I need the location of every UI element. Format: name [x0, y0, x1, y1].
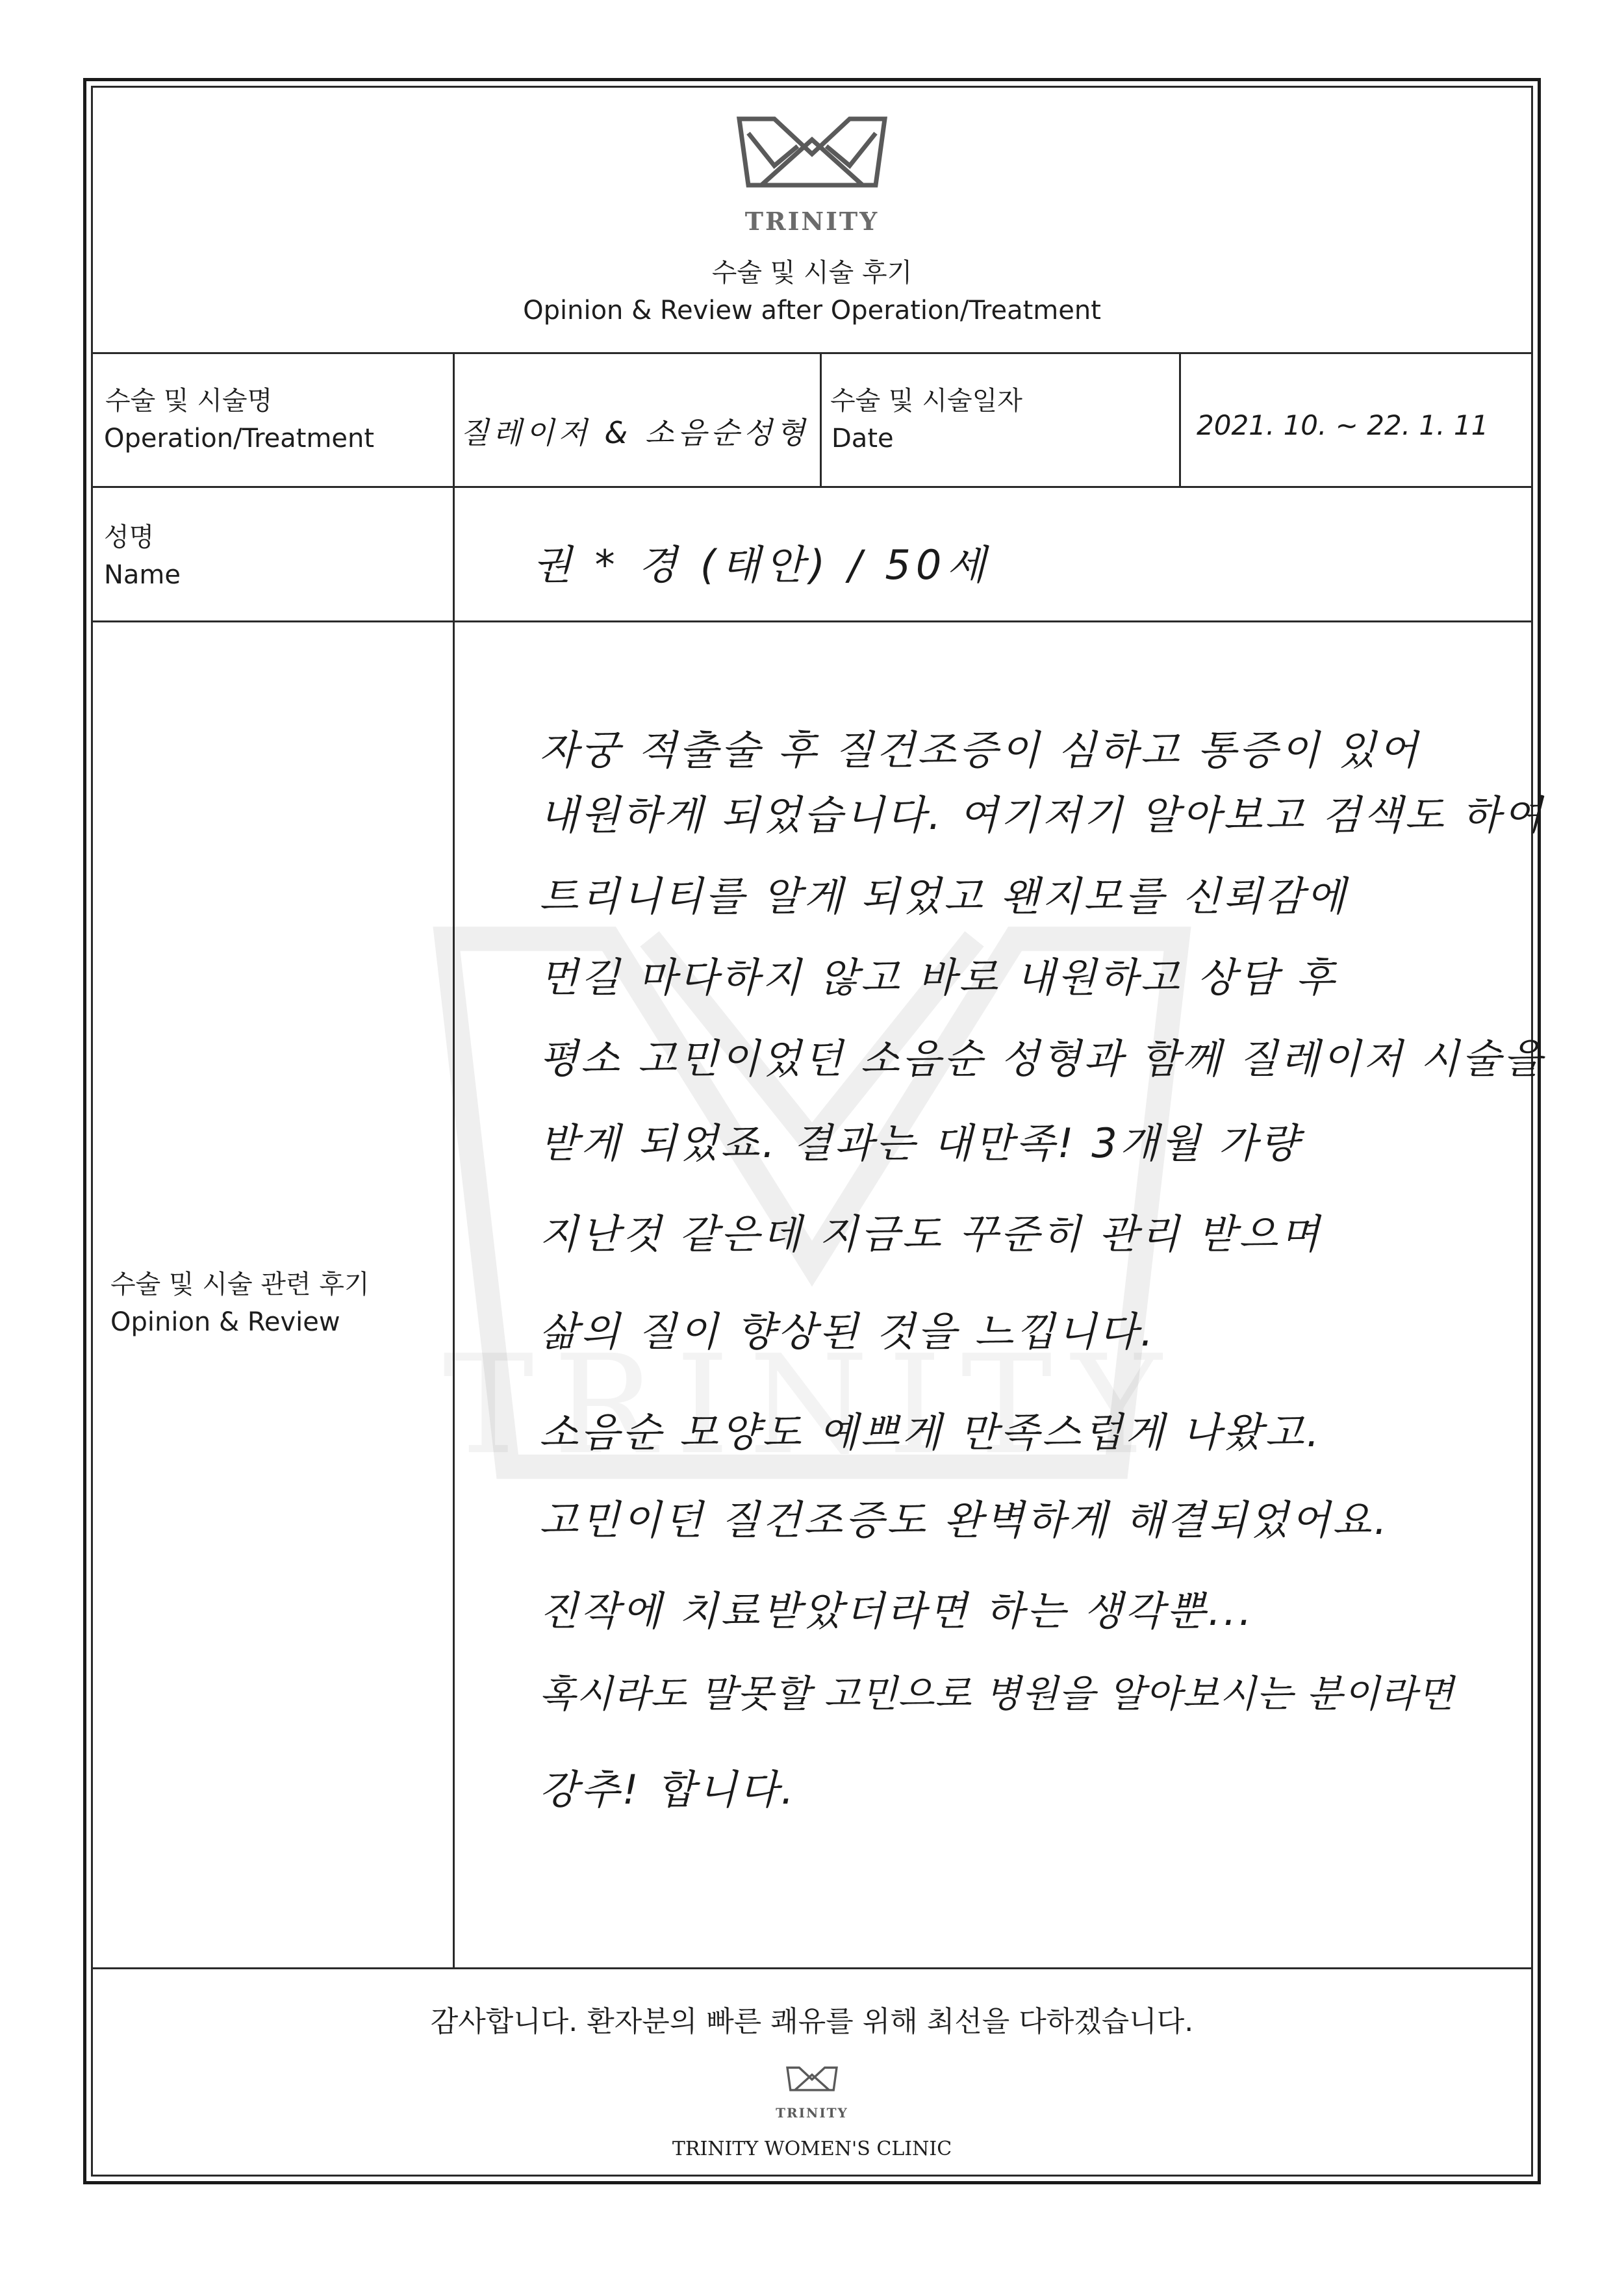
- review-line: 강추! 합니다.: [539, 1766, 796, 1813]
- review-line: 진작에 치료받았더라면 하는 생각뿐...: [539, 1587, 1254, 1635]
- footer-thank-you-message: 감사합니다. 환자분의 빠른 쾌유를 위해 최선을 다하겠습니다.: [430, 2005, 1194, 2038]
- column-divider-date-label: [820, 352, 822, 487]
- review-line: 혹시라도 말못할 고민으로 병원을 알아보시는 분이라면: [539, 1672, 1454, 1716]
- trinity-logo-text: TRINITY: [744, 207, 880, 236]
- footer-logo-text: TRINITY: [776, 2105, 848, 2121]
- row-divider-name: [91, 620, 1533, 622]
- date-label-english: Date: [831, 424, 894, 454]
- row-divider-header: [91, 352, 1533, 354]
- review-line: 먼길 마다하지 않고 바로 내원하고 상담 후: [539, 954, 1338, 1001]
- footer-clinic-name: TRINITY WOMEN'S CLINIC: [672, 2138, 952, 2160]
- trinity-crown-logo-icon: [735, 114, 889, 192]
- review-line: 받게 되었죠. 결과는 대만족! 3개월 가량: [539, 1119, 1301, 1167]
- operation-value-handwritten: 질레이저 & 소음순성형: [460, 415, 809, 450]
- review-line: 지난것 같은데 지금도 꾸준히 관리 받으며: [539, 1210, 1322, 1258]
- review-line: 고민이던 질건조증도 완벽하게 해결되었어요.: [539, 1496, 1389, 1544]
- review-label-english: Opinion & Review: [110, 1307, 340, 1337]
- form-title-korean: 수술 및 시술 후기: [711, 258, 913, 288]
- footer-crown-logo-icon: [786, 2060, 838, 2099]
- review-line: 삶의 질이 향상된 것을 느낍니다.: [539, 1308, 1156, 1355]
- name-label-english: Name: [104, 560, 181, 590]
- review-line: 평소 고민이었던 소음순 성형과 함께 질레이저 시술을: [539, 1035, 1545, 1082]
- row-divider-operation: [91, 486, 1533, 488]
- review-line: 내원하게 되었습니다. 여기저기 알아보고 검색도 하여: [539, 791, 1545, 839]
- date-value-handwritten: 2021. 10. ~ 22. 1. 11: [1197, 409, 1489, 441]
- column-divider-label: [453, 352, 455, 1967]
- column-divider-date-value: [1179, 352, 1181, 487]
- operation-label-korean: 수술 및 시술명: [105, 386, 273, 416]
- review-label-korean: 수술 및 시술 관련 후기: [110, 1270, 370, 1299]
- date-label-korean: 수술 및 시술일자: [830, 386, 1022, 416]
- review-line: 자궁 적출술 후 질건조증이 심하고 통증이 있어: [539, 726, 1421, 774]
- name-label-korean: 성명: [104, 522, 155, 552]
- form-title-english: Opinion & Review after Operation/Treatment: [523, 296, 1101, 326]
- operation-label-english: Operation/Treatment: [104, 424, 375, 454]
- row-divider-review: [91, 1967, 1533, 1969]
- name-value-handwritten: 권 * 경 (태안) / 50세: [533, 541, 991, 589]
- review-line: 소음순 모양도 예쁘게 만족스럽게 나왔고.: [539, 1409, 1322, 1456]
- review-line: 트리니티를 알게 되었고 왠지모를 신뢰감에: [539, 873, 1348, 920]
